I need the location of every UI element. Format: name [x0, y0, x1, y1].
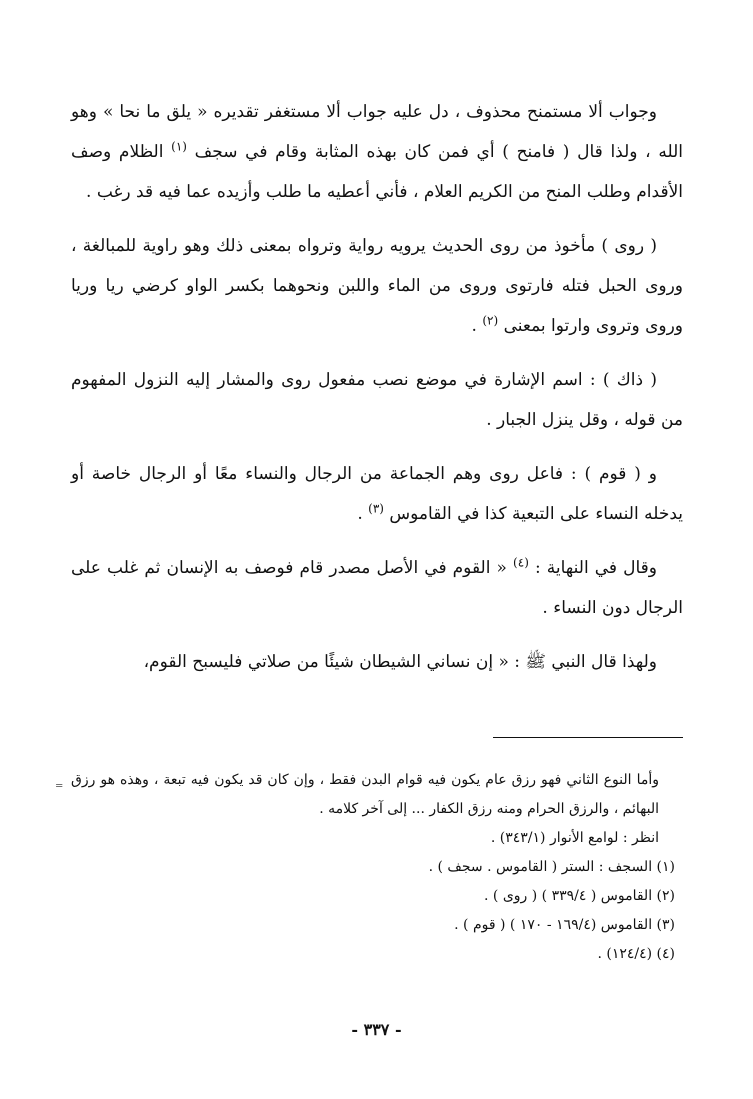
page-number: - ٣٣٧ - [351, 1020, 402, 1039]
paragraph-5-text-b: « القوم في الأصل مصدر قام فوصف به الإنسان ثم غلب على الرجال دون النساء . [71, 558, 683, 618]
footnote-see-also: انظر : لوامع الأنوار (٣٤٣/١) . [490, 830, 659, 846]
footnote-ref-2: (٢) [482, 313, 499, 328]
footnote-ref-4: (٤) [513, 555, 529, 570]
paragraph-2 [71, 226, 683, 346]
footnote-1: (١) السجف : الستر ( القاموس . سجف ) . [428, 859, 675, 875]
continuation-marker: = [55, 781, 64, 792]
footnote-ref-3: (٣) [368, 501, 384, 516]
paragraph-3 [71, 360, 683, 440]
footnote-4: (٤) (١٢٤/٤) . [597, 946, 675, 962]
paragraph-4-text-b: . [357, 504, 369, 524]
paragraph-6-text: ولهذا قال النبي ﷺ : « إن نساني الشيطان شيئًا من صلاتي فليسبح القوم، [143, 652, 657, 672]
paragraph-4-text-a: و ( قوم ) : فاعل روى وهم الجماعة من الرجال والنساء معًا أو الرجال خاصة أو يدخله النساء على التبعية كذا في القاموس [71, 464, 683, 524]
footnotes [55, 766, 683, 969]
paragraph-5 [71, 548, 683, 628]
paragraph-1-text-b: الظلام وصف الأقدام وطلب المنح من الكريم العلام ، فأني أعطيه ما طلب وأزيده عما فيه قد رغب . [71, 142, 683, 202]
paragraph-3-text: ( ذاك ) : اسم الإشارة في موضع نصب مفعول روى والمشار إليه النزول المفهوم من قوله ، وقل ينزل الجبار . [71, 370, 683, 430]
paragraph-2-text-a: ( روى ) مأخوذ من روى الحديث يرويه رواية وترواه بمعنى ذلك وهو راوية للمبالغة ، وروى الحبل فتله فارتوى وروى من الماء واللبن ونحوهما بكسر الواو كرضي ريا وريا وروى وتروى وارتوا بمعنى [71, 236, 683, 336]
main-text [71, 92, 683, 696]
paragraph-1-text-a: وجواب ألا مستمنح محذوف ، دل عليه جواب ألا مستغفر تقديره « يلق ما نحا » وهو الله ، ولذا قال ( فامنح ) أي فمن كان بهذه المثابة وقام في سجف [71, 102, 683, 162]
paragraph-5-text-a: وقال في النهاية : [528, 558, 658, 578]
paragraph-2-text-b: . [471, 316, 483, 336]
paragraph-6 [71, 642, 683, 682]
footnote-ref-1: (١) [171, 139, 187, 154]
footnote-separator [493, 737, 683, 738]
footnote-2: (٢) القاموس ( ٣٣٩/٤ ) ( روى ) . [484, 888, 675, 904]
footnote-3: (٣) القاموس (١٦٩/٤ - ١٧٠ ) ( قوم ) . [454, 917, 675, 933]
paragraph-4 [71, 454, 683, 534]
footnote-continuation [55, 766, 683, 824]
paragraph-1 [71, 92, 683, 212]
footnote-continuation-text: وأما النوع الثاني فهو رزق عام يكون فيه قوام البدن فقط ، وإن كان قد يكون فيه تبعة ، وهذه هو رزق البهائم ، والرزق الحرام ومنه رزق الكفار ... إلى آخر كلامه . [71, 772, 659, 817]
